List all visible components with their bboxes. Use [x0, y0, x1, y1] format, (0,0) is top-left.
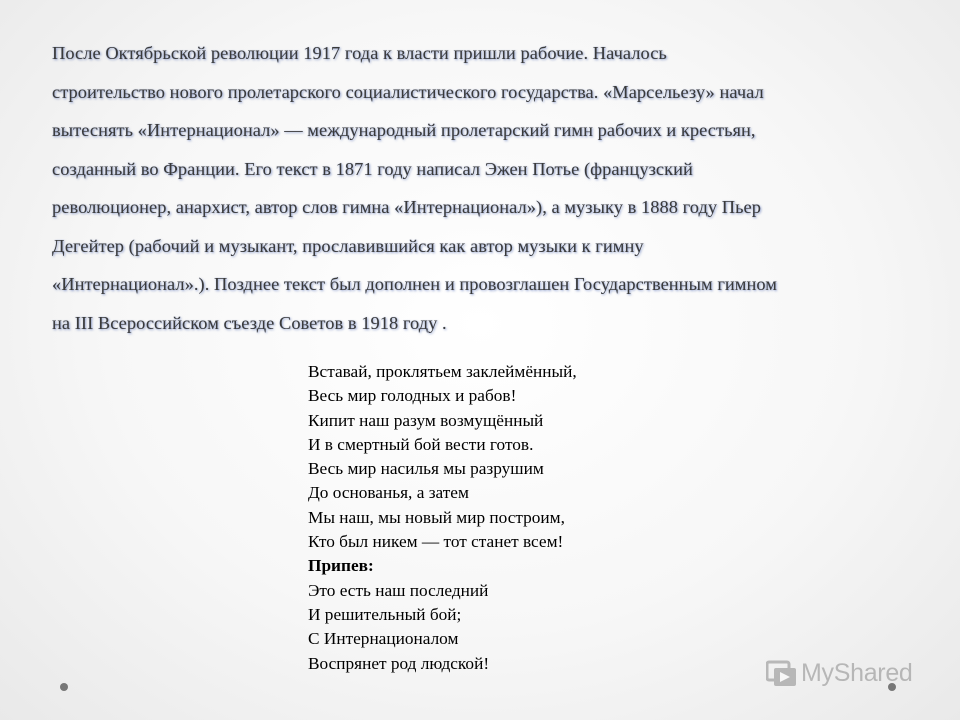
verse-line: И в смертный бой вести готов. — [308, 434, 534, 454]
verse-line: Кипит наш разум возмущённый — [308, 410, 544, 430]
chorus-line: Воспрянет род людской! — [308, 653, 490, 673]
chorus-line: Это есть наш последний — [308, 580, 489, 600]
paragraph-line: «Интернационал».). Позднее текст был дополнен и провозглашен Государственным гимном — [52, 274, 777, 294]
paragraph-line: на III Всероссийском съезде Советов в 1918 году . — [52, 312, 447, 333]
chorus-line: И решительный бой; — [308, 604, 462, 624]
chorus-label: Припев: — [308, 556, 374, 576]
paragraph-line: строительство нового пролетарского социалистического государства. «Марсельезу» начал — [52, 81, 764, 102]
watermark-text: MyShared — [801, 658, 913, 687]
verse-line: До основанья, а затем — [308, 483, 469, 503]
paragraph-line: Дегейтер (рабочий и музыкант, прославившийся как автор музыки к гимну — [52, 235, 644, 256]
paragraph-line: революционер, анархист, автор слов гимна «Интернационал»), а музыку в 1888 году Пьер — [52, 197, 762, 217]
paragraph-line: После Октябрьской революции 1917 года к власти пришли рабочие. Началось — [52, 43, 667, 63]
slide-bullet-left — [60, 683, 68, 691]
anthem-verse — [308, 360, 728, 676]
history-paragraph — [52, 34, 900, 342]
verse-line: Весь мир голодных и рабов! — [308, 386, 517, 406]
verse-line: Вставай, проклятьем заклеймённый, — [308, 362, 577, 381]
verse-line: Кто был никем — тот станет всем! — [308, 532, 564, 552]
myshared-watermark — [766, 656, 913, 690]
paragraph-line: созданный во Франции. Его текст в 1871 году написал Эжен Потье (французский — [52, 158, 693, 179]
myshared-logo-icon — [766, 658, 798, 688]
chorus-line: С Интернационалом — [308, 629, 459, 649]
paragraph-line: вытеснять «Интернационал» — международный пролетарский гимн рабочих и крестьян, — [52, 120, 756, 140]
verse-line: Мы наш, мы новый мир построим, — [308, 507, 565, 527]
verse-line: Весь мир насилья мы разрушим — [308, 459, 544, 479]
